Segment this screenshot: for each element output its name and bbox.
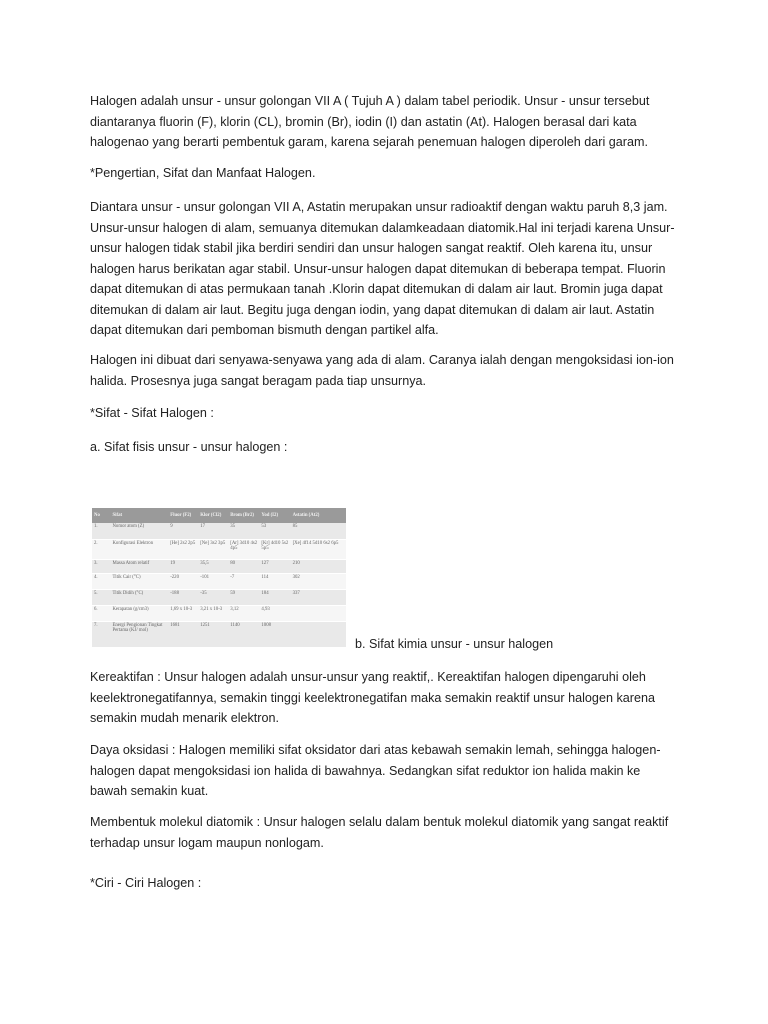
table-cell: 3. xyxy=(92,559,110,573)
table-cell: Titik Cair (°C) xyxy=(110,573,168,589)
table-cell: 35,5 xyxy=(198,559,228,573)
table-cell: 7. xyxy=(92,621,110,647)
table-cell: 9 xyxy=(168,523,198,539)
table-cell: Titik Didih (°C) xyxy=(110,589,168,605)
table-cell: 85 xyxy=(291,523,346,539)
text-line: ditemukan di dalam air laut. Begitu juga dengan iodin, yang dapat ditemukan di dalam air laut. Astatin xyxy=(90,302,655,317)
table-cell: 302 xyxy=(291,573,346,589)
text-line: Kereaktifan : Unsur halogen adalah unsur-unsur yang reaktif,. Kereaktifan halogen dipengaruhi oleh xyxy=(90,670,646,684)
table-cell: [He] 2s2 2p5 xyxy=(168,539,198,559)
table-header-cell: No xyxy=(92,508,110,523)
diatomik-paragraph xyxy=(90,812,690,853)
table-cell: Kerapatan (g/cm3) xyxy=(110,605,168,621)
section-heading-pengertian xyxy=(90,163,690,184)
table-cell: 6. xyxy=(92,605,110,621)
table-cell: 4. xyxy=(92,573,110,589)
text-line: a. Sifat fisis unsur - unsur halogen : xyxy=(90,440,288,454)
table-cell: 1008 xyxy=(259,621,290,647)
table-cell: 114 xyxy=(259,573,290,589)
text-line: diantaranya fluorin (F), klorin (CL), bromin (Br), iodin (I) dan astatin (At). Halogen berasal dari kata xyxy=(90,114,637,129)
table-cell: 53 xyxy=(259,523,290,539)
table-cell xyxy=(291,605,346,621)
table-cell: 17 xyxy=(198,523,228,539)
text-line: b. Sifat kimia unsur - unsur halogen xyxy=(355,637,554,651)
table-row xyxy=(92,523,346,539)
table-cell: -7 xyxy=(228,573,259,589)
table-header-cell: Astatin (At2) xyxy=(291,508,346,523)
table-cell: -220 xyxy=(168,573,198,589)
table-cell: 80 xyxy=(228,559,259,573)
table-cell: -188 xyxy=(168,589,198,605)
table-header-row xyxy=(92,508,346,523)
kereaktifan-paragraph xyxy=(90,667,690,729)
section-heading-sifat xyxy=(90,403,690,424)
table-cell: Konfigurasi Elektron xyxy=(110,539,168,559)
text-line: halogenao yang berarti pembentuk garam, karena sejarah penemuan halogen diperoleh dari garam. xyxy=(90,135,648,149)
table-cell: Energi Pengionan Tingkat Pertama (KJ/ mol) xyxy=(110,621,168,647)
pembuatan-paragraph xyxy=(90,350,690,391)
table-cell: 19 xyxy=(168,559,198,573)
table-cell: Massa Atom relatif xyxy=(110,559,168,573)
table-row xyxy=(92,573,346,589)
table-cell: 1140 xyxy=(228,621,259,647)
table-header-cell: Brom (Br2) xyxy=(228,508,259,523)
table-cell: 127 xyxy=(259,559,290,573)
section-heading-ciri xyxy=(90,873,690,894)
table-row xyxy=(92,621,346,647)
table-cell: 59 xyxy=(228,589,259,605)
text-line: Halogen ini dibuat dari senyawa-senyawa yang ada di alam. Caranya ialah dengan mengoksidasi ion-ion xyxy=(90,353,674,367)
text-line: halogen dapat mengoksidasi ion halida di bawahnya. Sedangkan sifat reduktor ion halida makin ke xyxy=(90,763,641,778)
text-line: semakin mudah menarik elektron. xyxy=(90,711,279,725)
table-cell: 5. xyxy=(92,589,110,605)
table-cell: 337 xyxy=(291,589,346,605)
table-row xyxy=(92,589,346,605)
table-cell: 1,69 x 10-3 xyxy=(168,605,198,621)
text-line: Unsur-unsur halogen di alam, semuanya ditemukan dalamkeadaan diatomik.Hal ini terjadi karena Unsur- xyxy=(90,220,675,235)
table-header-cell: Klor (Cl2) xyxy=(198,508,228,523)
text-line: *Pengertian, Sifat dan Manfaat Halogen. xyxy=(90,166,316,180)
halogen-properties-table-image xyxy=(92,508,346,653)
table-cell: [Xe] 4f14 5d10 6s2 6p5 xyxy=(291,539,346,559)
table-cell: [Ne] 3s2 3p5 xyxy=(198,539,228,559)
text-line: Halogen adalah unsur - unsur golongan VII A ( Tujuh A ) dalam tabel periodik. Unsur - unsur tersebut xyxy=(90,94,650,108)
halogen-properties-table xyxy=(92,508,346,648)
table-cell: 4,93 xyxy=(259,605,290,621)
table-cell: 210 xyxy=(291,559,346,573)
table-cell: 1. xyxy=(92,523,110,539)
text-line: dapat ditemukan dari pemboman bismuth dengan partikel alfa. xyxy=(90,323,439,337)
intro-paragraph xyxy=(90,91,690,153)
table-cell: 3,21 x 10-3 xyxy=(198,605,228,621)
table-cell: 184 xyxy=(259,589,290,605)
text-line: dapat ditemukan di atas permukaan tanah .Klorin dapat ditemukan di dalam air laut. Bromin juga dapat xyxy=(90,282,663,296)
text-line: Daya oksidasi : Halogen memiliki sifat oksidator dari atas kebawah semakin lemah, sehingga halogen- xyxy=(90,743,661,757)
text-line: terhadap unsur logam maupun nonlogam. xyxy=(90,835,324,850)
table-cell: 1251 xyxy=(198,621,228,647)
text-line: *Ciri - Ciri Halogen : xyxy=(90,876,202,890)
subheading-sifat-kimia xyxy=(355,634,655,655)
table-cell: 3,12 xyxy=(228,605,259,621)
table-row xyxy=(92,559,346,573)
text-line: bawah semakin kuat. xyxy=(90,784,209,798)
table-cell xyxy=(291,621,346,647)
table-header-cell: Yod (I2) xyxy=(259,508,290,523)
table-cell: -35 xyxy=(198,589,228,605)
subheading-sifat-fisis xyxy=(90,437,690,458)
astatin-paragraph xyxy=(90,197,690,341)
text-line: halida. Prosesnya juga sangat beragam pada tiap unsurnya. xyxy=(90,373,427,388)
text-line: keelektronegatifannya, semakin tinggi keelektronegatifan maka semakin reaktif unsur halogen karena xyxy=(90,690,655,705)
table-cell: Nomor atom (Z) xyxy=(110,523,168,539)
table-header-cell: Fluor (F2) xyxy=(168,508,198,523)
table-cell: [Kr] 4d10 5s2 5p5 xyxy=(259,539,290,559)
text-line: *Sifat - Sifat Halogen : xyxy=(90,406,214,420)
text-line: Diantara unsur - unsur golongan VII A, Astatin merupakan unsur radioaktif dengan waktu paruh 8,3 jam. xyxy=(90,200,668,214)
text-line: Membentuk molekul diatomik : Unsur halogen selalu dalam bentuk molekul diatomik yang sangat reaktif xyxy=(90,815,669,829)
table-header-cell: Sifat xyxy=(110,508,168,523)
table-cell: 1681 xyxy=(168,621,198,647)
table-cell: -101 xyxy=(198,573,228,589)
text-line: halogen harus berikatan agar stabil. Unsur-unsur halogen dapat ditemukan di beberapa tempat. Fluorin xyxy=(90,261,666,276)
text-line: unsur halogen tidak stabil jika berdiri sendiri dan unsur halogen sangat reaktif. Oleh karena itu, unsur xyxy=(90,241,653,255)
table-cell: 35 xyxy=(228,523,259,539)
table-row xyxy=(92,605,346,621)
table-cell: [Ar] 3d10 4s2 4p5 xyxy=(228,539,259,559)
daya-oksidasi-paragraph xyxy=(90,740,690,802)
table-row xyxy=(92,539,346,559)
table-cell: 2. xyxy=(92,539,110,559)
